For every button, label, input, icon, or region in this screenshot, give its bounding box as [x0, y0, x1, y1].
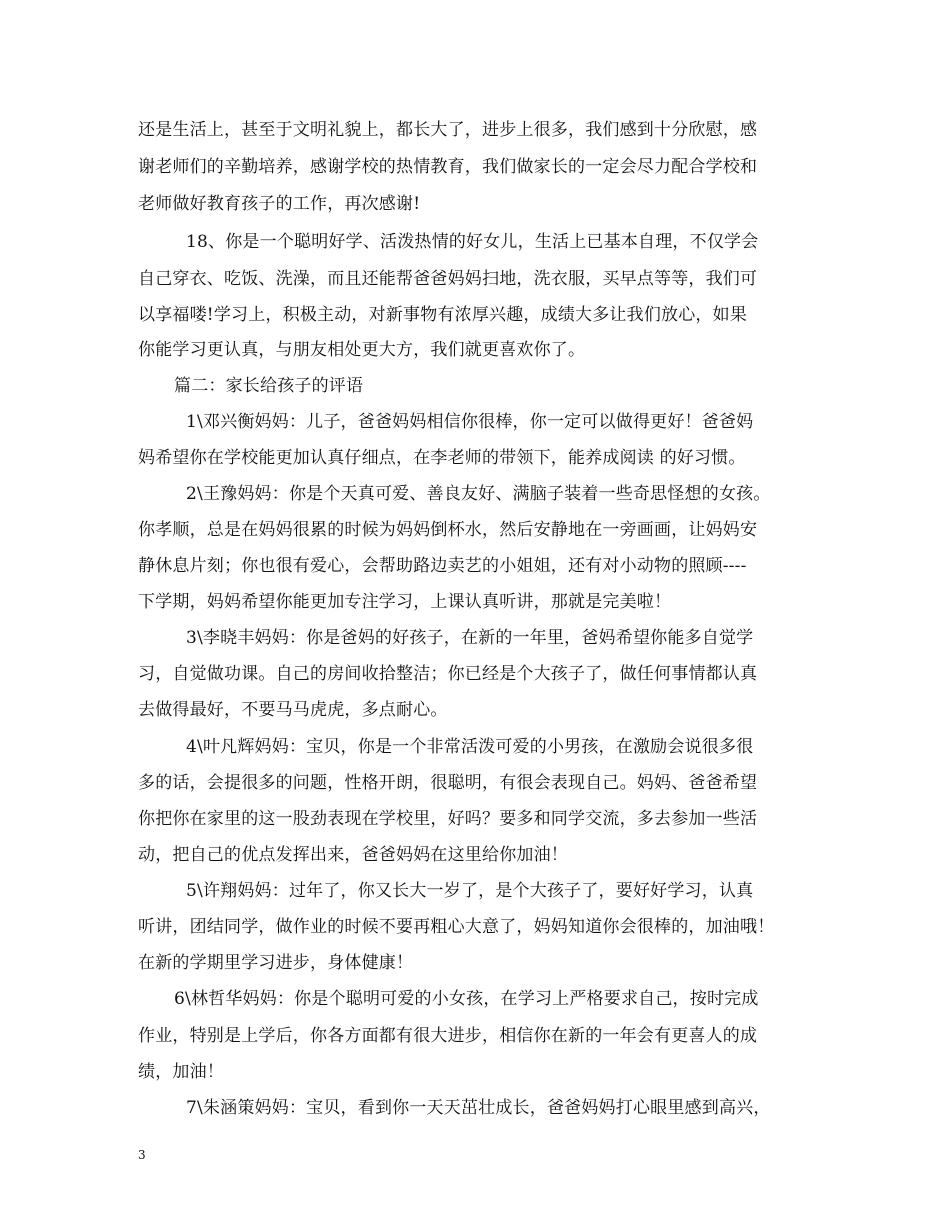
page-number: 3 — [138, 1148, 146, 1162]
text-line: 静休息片刻；你也很有爱心，会帮助路边卖艺的小姐姐，还有对小动物的照顾---- — [138, 556, 747, 576]
text-line: 3\李晓丰妈妈：你是爸妈的好孩子，在新的一年里，爸妈希望你能多自觉学 — [186, 628, 754, 648]
text-line: 你把你在家里的这一股劲表现在学校里，好吗？要多和同学交流，多去参加一些活 — [138, 809, 758, 829]
text-line: 下学期，妈妈希望你能更加专注学习，上课认真听讲，那就是完美啦！ — [138, 592, 672, 612]
text-line: 还是生活上，甚至于文明礼貌上，都长大了，进步上很多，我们感到十分欣慰，感 — [138, 120, 758, 140]
text-line: 5\许翔妈妈：过年了，你又长大一岁了，是个大孩子了，要好好学习，认真 — [186, 881, 754, 901]
text-line: 听讲，团结同学，做作业的时候不要再粗心大意了，妈妈知道你会很棒的，加油哦！ — [138, 917, 775, 937]
text-line: 习，自觉做功课。自己的房间收拾整洁；你已经是个大孩子了，做任何事情都认真 — [138, 664, 758, 684]
text-line: 老师做好教育孩子的工作，再次感谢! — [138, 194, 421, 214]
text-line: 以享福喽!学习上，积极主动，对新事物有浓厚兴趣，成绩大多让我们放心，如果 — [138, 305, 748, 325]
text-line: 你孝顺，总是在妈妈很累的时候为妈妈倒杯水，然后安静地在一旁画画，让妈妈安 — [138, 520, 758, 540]
text-line: 谢老师们的辛勤培养，感谢学校的热情教育，我们做家长的一定会尽力配合学校和 — [138, 157, 758, 177]
text-line: 1\邓兴衡妈妈：儿子，爸爸妈妈相信你很棒，你一定可以做得更好！爸爸妈 — [186, 412, 754, 432]
text-line: 绩，加油！ — [138, 1062, 224, 1082]
text-line: 7\朱涵策妈妈：宝贝，看到你一天天茁壮成长，爸爸妈妈打心眼里感到高兴， — [186, 1098, 771, 1118]
text-line: 2\王豫妈妈：你是个天真可爱、善良友好、满脑子装着一些奇思怪想的女孩。 — [186, 484, 771, 504]
text-line: 4\叶凡辉妈妈：宝贝，你是一个非常活泼可爱的小男孩，在激励会说很多很 — [186, 737, 754, 757]
text-line: 在新的学期里学习进步，身体健康！ — [138, 953, 414, 973]
text-line: 去做得最好，不要马马虎虎，多点耐心。 — [138, 700, 448, 720]
section-heading: 篇二：家长给孩子的评语 — [174, 376, 364, 396]
text-line: 多的话，会提很多的问题，性格开朗，很聪明，有很会表现自己。妈妈、爸爸希望 — [138, 773, 758, 793]
text-line: 动，把自己的优点发挥出来，爸爸妈妈在这里给你加油！ — [138, 845, 568, 865]
text-line: 18、你是一个聪明好学、活泼热情的好女儿，生活上已基本自理，不仅学会 — [186, 232, 759, 252]
text-line: 作业，特别是上学后，你各方面都有很大进步，相信你在新的一年会有更喜人的成 — [138, 1026, 758, 1046]
text-line: 你能学习更认真，与朋友相处更大方，我们就更喜欢你了。 — [138, 340, 586, 360]
text-line: 6\林哲华妈妈：你是个聪明可爱的小女孩，在学习上严格要求自己，按时完成 — [174, 989, 759, 1009]
text-line: 自己穿衣、吃饭、洗澡，而且还能帮爸爸妈妈扫地，洗衣服，买早点等等，我们可 — [138, 269, 758, 289]
text-line: 妈希望你在学校能更加认真仔细点，在李老师的带领下，能养成阅读 的好习惯。 — [138, 448, 746, 468]
